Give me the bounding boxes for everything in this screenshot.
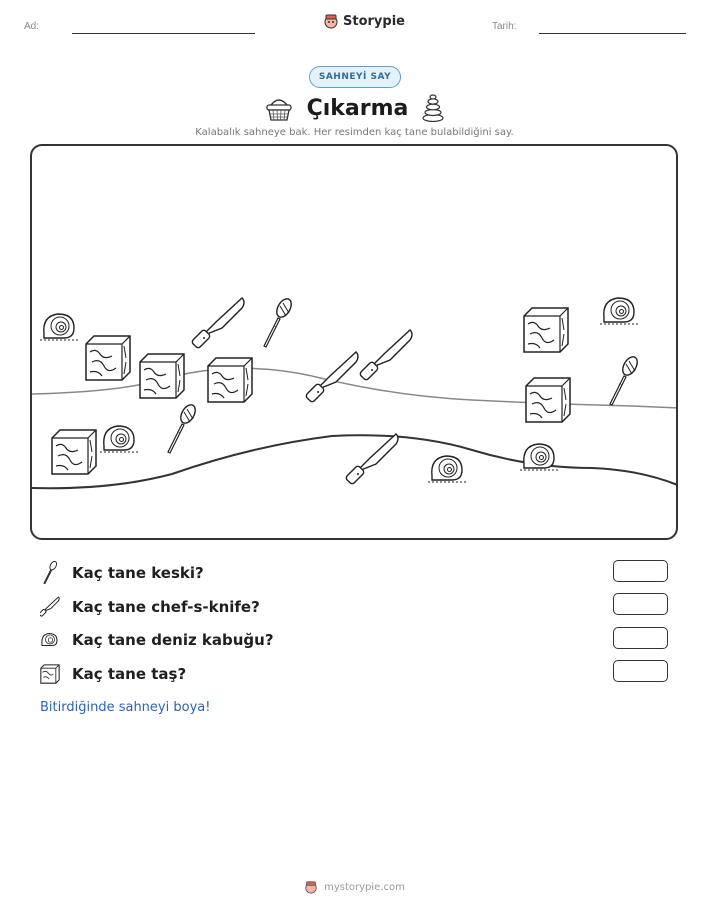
shell-icon [428,456,466,482]
answer-box-chisel[interactable] [613,560,668,582]
stone-icon [140,354,184,398]
answer-box-knife[interactable] [613,593,668,615]
storypie-mascot-icon [323,13,339,29]
question-text: Kaç tane keski? [72,564,204,582]
counting-scene[interactable] [30,144,678,540]
stone-icon [52,430,96,474]
question-text: Kaç tane taş? [72,665,187,683]
shell-icon [600,298,638,324]
chisel-icon [168,402,198,453]
basket-icon [265,95,293,121]
brand-logo [323,13,405,29]
footer-url[interactable]: mystorypie.com [324,881,405,893]
instructions: Kalabalık sahneye bak. Her resimden kaç tane bulabildiğini say. [195,127,514,138]
closing-instruction: Bitirdiğinde sahneyi boya! [40,700,211,715]
answer-box-shell[interactable] [613,627,668,649]
shell-icon [40,630,60,650]
question-text: Kaç tane chef-s-knife? [72,598,260,616]
name-line[interactable] [72,33,255,34]
question-row-shell [40,627,274,653]
stone-icon [86,336,130,380]
knife-icon [305,352,358,403]
knife-icon [345,434,398,485]
chisel-icon [610,354,640,405]
knife-icon [40,595,60,619]
shell-icon [40,314,78,340]
stacked-stones-icon [422,94,444,122]
back-horizon-line [32,368,678,408]
stone-icon [208,358,252,402]
stone-icon [524,308,568,352]
brand-name: Storypie [343,13,405,29]
question-row-chisel [40,560,204,586]
question-row-knife [40,594,260,620]
storypie-mascot-icon [304,880,318,894]
name-label: Ad: [24,21,40,32]
stone-icon [40,664,60,684]
chisel-icon [264,296,294,347]
knife-icon [359,330,412,381]
title-row [0,94,709,122]
activity-badge: SAHNEYİ SAY [309,66,401,88]
date-label: Tarih: [492,21,517,32]
footer [0,880,709,894]
knife-icon [191,298,244,349]
date-line[interactable] [539,33,686,34]
question-row-stone [40,661,186,687]
shell-icon [100,426,138,452]
scene-drawing [32,146,678,540]
question-text: Kaç tane deniz kabuğu? [72,631,274,649]
stone-icon [526,378,570,422]
chisel-icon [40,561,60,585]
answer-box-stone[interactable] [613,660,668,682]
page-title: Çıkarma [306,95,409,121]
